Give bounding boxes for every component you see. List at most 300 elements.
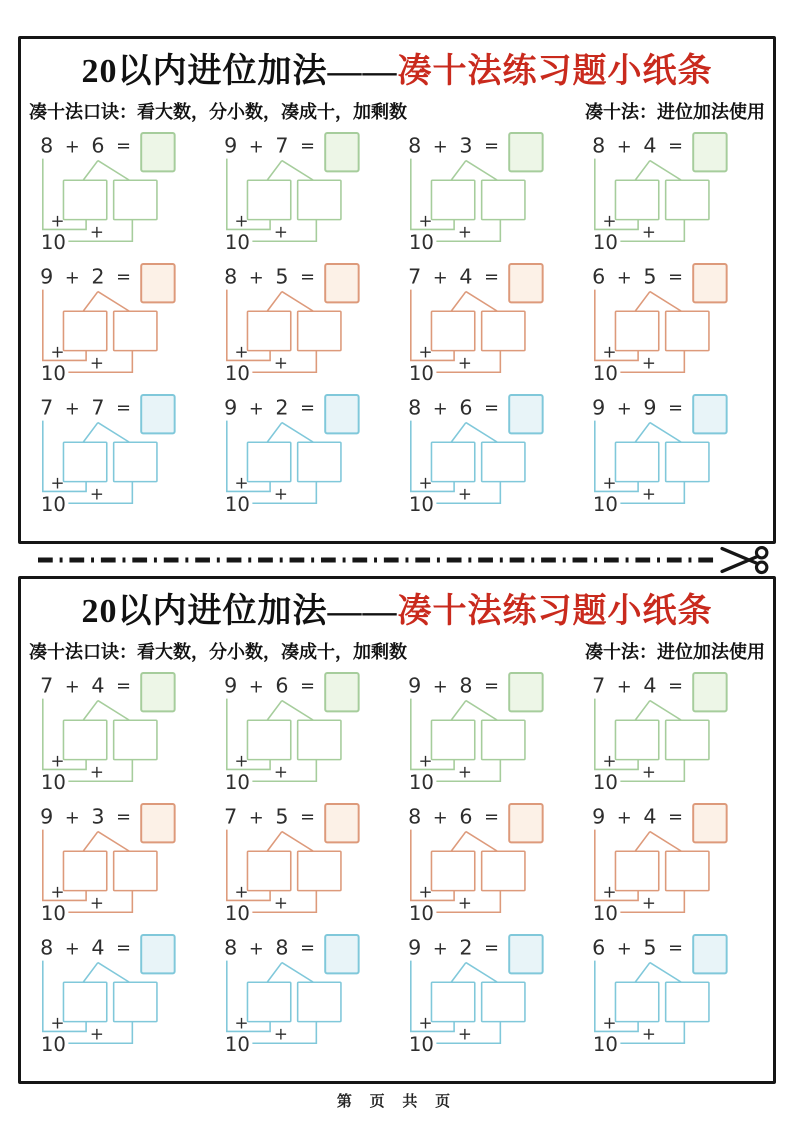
- bracket-plus-sign: +: [602, 1011, 617, 1032]
- addend-b: 3: [91, 804, 105, 829]
- plus-sign: +: [248, 939, 264, 960]
- subtitle-right: 凑十法：进位加法使用: [585, 641, 765, 662]
- ten-label: 10: [408, 1032, 434, 1056]
- addend-b: 8: [275, 935, 289, 960]
- plus-sign: +: [616, 268, 632, 289]
- answer-box[interactable]: [509, 395, 542, 433]
- decompose-box-1[interactable]: [431, 982, 474, 1021]
- ten-label: 10: [40, 770, 66, 794]
- remainder-plus-sign: +: [273, 482, 288, 503]
- number-bond-branch: [635, 962, 681, 982]
- plus-sign: +: [248, 399, 264, 420]
- answer-box[interactable]: [325, 395, 358, 433]
- ten-label: 10: [40, 492, 66, 516]
- equals-sign: =: [116, 136, 131, 157]
- answer-box[interactable]: [509, 133, 542, 171]
- plus-sign: +: [64, 137, 80, 158]
- addend-b: 8: [459, 673, 473, 698]
- bracket-plus-sign: +: [234, 471, 249, 492]
- decompose-box-1[interactable]: [615, 442, 658, 481]
- title-red-part: 凑十法练习题小纸条: [397, 593, 713, 630]
- decompose-box-2[interactable]: [298, 851, 341, 890]
- section-content: [21, 51, 773, 523]
- decompose-box-2[interactable]: [298, 982, 341, 1021]
- ten-label: 10: [40, 230, 66, 254]
- problem-row: [31, 801, 767, 932]
- remainder-plus-sign: +: [457, 760, 472, 781]
- addend-a: 8: [40, 133, 54, 158]
- problem-row: [31, 130, 767, 261]
- bracket-plus-sign: +: [418, 209, 433, 230]
- plus-sign: +: [64, 268, 80, 289]
- problem-cell: [215, 261, 399, 392]
- problem-cell: [215, 392, 399, 523]
- equals-sign: =: [300, 398, 315, 419]
- answer-box[interactable]: [693, 804, 726, 842]
- number-bond-branch: [451, 962, 497, 982]
- decompose-box-1[interactable]: [247, 442, 290, 481]
- number-bond-branch: [267, 962, 313, 982]
- addend-a: 8: [408, 395, 422, 420]
- ten-label: 10: [224, 361, 250, 385]
- number-bond-branch: [635, 422, 681, 442]
- page-footer: 第 页 共 页: [336, 1094, 458, 1110]
- decompose-box-1[interactable]: [63, 982, 106, 1021]
- addend-b: 3: [459, 133, 473, 158]
- decompose-box-2[interactable]: [666, 720, 709, 759]
- plus-sign: +: [616, 808, 632, 829]
- bracket-plus-sign: +: [418, 880, 433, 901]
- equals-sign: =: [484, 807, 499, 828]
- bracket-plus-sign: +: [418, 749, 433, 770]
- remainder-plus-sign: +: [273, 891, 288, 912]
- addend-a: 9: [408, 935, 422, 960]
- addend-b: 4: [643, 673, 657, 698]
- problem-cell: [583, 932, 767, 1063]
- section-content: [21, 591, 773, 1063]
- addend-a: 8: [224, 935, 238, 960]
- bracket-plus-sign: +: [418, 1011, 433, 1032]
- plus-sign: +: [616, 137, 632, 158]
- decompose-box-2[interactable]: [114, 442, 157, 481]
- number-bond-branch: [451, 831, 497, 851]
- section-subtitle: [21, 96, 773, 124]
- problem-cell: [583, 392, 767, 523]
- remainder-plus-sign: +: [641, 760, 656, 781]
- title-black-part: 20以内进位加法——: [81, 53, 398, 90]
- remainder-plus-sign: +: [273, 351, 288, 372]
- plus-sign: +: [248, 677, 264, 698]
- plus-sign: +: [616, 399, 632, 420]
- number-bond-branch: [83, 291, 129, 311]
- addend-b: 4: [91, 673, 105, 698]
- equals-sign: =: [300, 136, 315, 157]
- number-bond-branch: [451, 160, 497, 180]
- bracket-plus-sign: +: [50, 471, 65, 492]
- answer-box[interactable]: [141, 935, 174, 973]
- decompose-box-2[interactable]: [482, 442, 525, 481]
- decompose-box-2[interactable]: [482, 982, 525, 1021]
- problems-grid: [21, 664, 773, 1063]
- bracket-plus-sign: +: [602, 880, 617, 901]
- bracket-plus-sign: +: [50, 749, 65, 770]
- problem-row: [31, 932, 767, 1063]
- remainder-plus-sign: +: [89, 1022, 104, 1043]
- bracket-plus-sign: +: [234, 209, 249, 230]
- ten-label: 10: [592, 492, 618, 516]
- decompose-box-2[interactable]: [298, 180, 341, 219]
- ten-label: 10: [408, 361, 434, 385]
- remainder-plus-sign: +: [273, 760, 288, 781]
- section-title: [21, 51, 773, 94]
- number-bond-branch: [267, 422, 313, 442]
- cut-line: [18, 544, 776, 576]
- problem-cell: [215, 932, 399, 1063]
- number-bond-branch: [635, 291, 681, 311]
- addend-b: 7: [91, 395, 105, 420]
- plus-sign: +: [432, 939, 448, 960]
- equals-sign: =: [484, 676, 499, 697]
- problem-cell: [31, 130, 215, 261]
- bracket-plus-sign: +: [234, 1011, 249, 1032]
- bracket-plus-sign: +: [50, 209, 65, 230]
- decompose-box-1[interactable]: [615, 851, 658, 890]
- bracket-plus-sign: +: [234, 880, 249, 901]
- number-bond-branch: [83, 962, 129, 982]
- decompose-box-1[interactable]: [63, 311, 106, 350]
- decompose-box-2[interactable]: [114, 720, 157, 759]
- equals-sign: =: [116, 398, 131, 419]
- bracket-plus-sign: +: [602, 340, 617, 361]
- addend-a: 6: [592, 935, 606, 960]
- plus-sign: +: [432, 677, 448, 698]
- plus-sign: +: [432, 808, 448, 829]
- equals-sign: =: [668, 807, 683, 828]
- remainder-plus-sign: +: [457, 891, 472, 912]
- number-bond-branch: [635, 831, 681, 851]
- addend-b: 4: [643, 133, 657, 158]
- decompose-box-1[interactable]: [247, 311, 290, 350]
- plus-sign: +: [432, 399, 448, 420]
- plus-sign: +: [64, 677, 80, 698]
- worksheet-section-bottom: [18, 576, 776, 1084]
- ten-label: 10: [592, 1032, 618, 1056]
- equals-sign: =: [668, 938, 683, 959]
- addend-b: 5: [643, 264, 657, 289]
- problem-cell: [583, 801, 767, 932]
- number-bond-branch: [83, 160, 129, 180]
- problem-cell: [31, 670, 215, 801]
- number-bond-branch: [267, 700, 313, 720]
- plus-sign: +: [248, 808, 264, 829]
- remainder-plus-sign: +: [641, 482, 656, 503]
- equals-sign: =: [484, 398, 499, 419]
- subtitle-left: 凑十法口诀：看大数，分小数，凑成十，加剩数: [29, 641, 407, 662]
- title-black-part: 20以内进位加法——: [81, 593, 398, 630]
- bracket-plus-sign: +: [602, 209, 617, 230]
- ten-label: 10: [40, 1032, 66, 1056]
- addend-a: 9: [592, 395, 606, 420]
- addend-b: 5: [643, 935, 657, 960]
- number-bond-branch: [83, 422, 129, 442]
- subtitle-left: 凑十法口诀：看大数，分小数，凑成十，加剩数: [29, 101, 407, 122]
- addend-a: 8: [224, 264, 238, 289]
- answer-box[interactable]: [509, 264, 542, 302]
- decompose-box-2[interactable]: [114, 982, 157, 1021]
- problem-row: [31, 261, 767, 392]
- answer-box[interactable]: [693, 673, 726, 711]
- number-bond-branch: [451, 422, 497, 442]
- addend-a: 7: [224, 804, 238, 829]
- answer-box[interactable]: [693, 935, 726, 973]
- number-bond-branch: [267, 160, 313, 180]
- decompose-box-1[interactable]: [63, 180, 106, 219]
- decompose-box-2[interactable]: [298, 311, 341, 350]
- problem-cell: [215, 670, 399, 801]
- problem-cell: [31, 392, 215, 523]
- addend-a: 9: [224, 133, 238, 158]
- decompose-box-1[interactable]: [431, 180, 474, 219]
- addend-b: 6: [91, 133, 105, 158]
- bracket-plus-sign: +: [234, 340, 249, 361]
- problems-grid: [21, 124, 773, 523]
- decompose-box-2[interactable]: [666, 982, 709, 1021]
- title-red-part: 凑十法练习题小纸条: [397, 53, 713, 90]
- ten-label: 10: [592, 230, 618, 254]
- answer-box[interactable]: [141, 395, 174, 433]
- addend-b: 5: [275, 264, 289, 289]
- decompose-box-2[interactable]: [482, 720, 525, 759]
- number-bond-branch: [83, 831, 129, 851]
- addend-b: 2: [459, 935, 473, 960]
- problem-row: [31, 392, 767, 523]
- bracket-plus-sign: +: [234, 749, 249, 770]
- decompose-box-2[interactable]: [666, 442, 709, 481]
- addend-a: 9: [224, 673, 238, 698]
- decompose-box-1[interactable]: [615, 311, 658, 350]
- ten-label: 10: [224, 901, 250, 925]
- plus-sign: +: [616, 677, 632, 698]
- problem-cell: [399, 130, 583, 261]
- addend-a: 9: [408, 673, 422, 698]
- answer-box[interactable]: [325, 264, 358, 302]
- decompose-box-2[interactable]: [114, 311, 157, 350]
- decompose-box-1[interactable]: [63, 720, 106, 759]
- decompose-box-1[interactable]: [431, 851, 474, 890]
- remainder-plus-sign: +: [457, 220, 472, 241]
- decompose-box-1[interactable]: [431, 442, 474, 481]
- addend-b: 9: [643, 395, 657, 420]
- remainder-plus-sign: +: [641, 891, 656, 912]
- decompose-box-2[interactable]: [666, 851, 709, 890]
- bracket-plus-sign: +: [50, 1011, 65, 1032]
- answer-box[interactable]: [141, 673, 174, 711]
- equals-sign: =: [300, 676, 315, 697]
- remainder-plus-sign: +: [641, 351, 656, 372]
- plus-sign: +: [64, 808, 80, 829]
- equals-sign: =: [300, 807, 315, 828]
- decompose-box-2[interactable]: [666, 311, 709, 350]
- number-bond-branch: [267, 831, 313, 851]
- number-bond-branch: [635, 160, 681, 180]
- decompose-box-1[interactable]: [615, 180, 658, 219]
- equals-sign: =: [484, 136, 499, 157]
- worksheet-section-top: [18, 36, 776, 544]
- number-bond-branch: [267, 291, 313, 311]
- number-bond-branch: [83, 700, 129, 720]
- plus-sign: +: [248, 268, 264, 289]
- answer-box[interactable]: [693, 395, 726, 433]
- number-bond-branch: [451, 700, 497, 720]
- answer-box[interactable]: [325, 804, 358, 842]
- equals-sign: =: [484, 938, 499, 959]
- decompose-box-2[interactable]: [298, 720, 341, 759]
- addend-b: 6: [459, 804, 473, 829]
- problem-cell: [31, 261, 215, 392]
- remainder-plus-sign: +: [457, 482, 472, 503]
- addend-b: 2: [91, 264, 105, 289]
- remainder-plus-sign: +: [89, 891, 104, 912]
- addend-b: 4: [459, 264, 473, 289]
- decompose-box-1[interactable]: [615, 982, 658, 1021]
- equals-sign: =: [668, 136, 683, 157]
- problem-cell: [399, 392, 583, 523]
- decompose-box-1[interactable]: [247, 180, 290, 219]
- dash-dot-line: [38, 555, 716, 565]
- decompose-box-1[interactable]: [431, 720, 474, 759]
- section-title: [21, 591, 773, 634]
- addend-a: 9: [40, 804, 54, 829]
- ten-label: 10: [592, 901, 618, 925]
- equals-sign: =: [300, 938, 315, 959]
- decompose-box-1[interactable]: [63, 851, 106, 890]
- equals-sign: =: [116, 807, 131, 828]
- answer-box[interactable]: [325, 133, 358, 171]
- addend-a: 8: [592, 133, 606, 158]
- decompose-box-1[interactable]: [247, 982, 290, 1021]
- equals-sign: =: [668, 267, 683, 288]
- answer-box[interactable]: [693, 133, 726, 171]
- answer-box[interactable]: [141, 804, 174, 842]
- addend-a: 8: [408, 133, 422, 158]
- problem-cell: [215, 130, 399, 261]
- addend-a: 7: [40, 673, 54, 698]
- problem-cell: [399, 670, 583, 801]
- addend-a: 9: [224, 395, 238, 420]
- decompose-box-1[interactable]: [615, 720, 658, 759]
- ten-label: 10: [408, 770, 434, 794]
- answer-box[interactable]: [325, 673, 358, 711]
- addend-b: 4: [91, 935, 105, 960]
- decompose-box-2[interactable]: [482, 311, 525, 350]
- remainder-plus-sign: +: [89, 760, 104, 781]
- remainder-plus-sign: +: [273, 220, 288, 241]
- problem-cell: [399, 932, 583, 1063]
- bracket-plus-sign: +: [50, 340, 65, 361]
- answer-box[interactable]: [693, 264, 726, 302]
- addend-a: 8: [40, 935, 54, 960]
- remainder-plus-sign: +: [89, 351, 104, 372]
- ten-label: 10: [592, 770, 618, 794]
- addend-a: 6: [592, 264, 606, 289]
- equals-sign: =: [116, 676, 131, 697]
- ten-label: 10: [40, 361, 66, 385]
- remainder-plus-sign: +: [641, 1022, 656, 1043]
- equals-sign: =: [668, 398, 683, 419]
- decompose-box-1[interactable]: [431, 311, 474, 350]
- answer-box[interactable]: [509, 673, 542, 711]
- decompose-box-2[interactable]: [482, 180, 525, 219]
- decompose-box-2[interactable]: [298, 442, 341, 481]
- answer-box[interactable]: [141, 133, 174, 171]
- number-bond-branch: [635, 700, 681, 720]
- problem-cell: [583, 670, 767, 801]
- ten-label: 10: [224, 492, 250, 516]
- addend-a: 8: [408, 804, 422, 829]
- scissors-icon: [720, 545, 770, 575]
- remainder-plus-sign: +: [457, 351, 472, 372]
- bracket-plus-sign: +: [418, 340, 433, 361]
- answer-box[interactable]: [509, 804, 542, 842]
- decompose-box-2[interactable]: [114, 180, 157, 219]
- remainder-plus-sign: +: [89, 482, 104, 503]
- plus-sign: +: [616, 939, 632, 960]
- answer-box[interactable]: [325, 935, 358, 973]
- addend-b: 4: [643, 804, 657, 829]
- decompose-box-2[interactable]: [666, 180, 709, 219]
- problem-row: [31, 670, 767, 801]
- problem-cell: [583, 130, 767, 261]
- problem-cell: [31, 801, 215, 932]
- decompose-box-1[interactable]: [247, 720, 290, 759]
- bracket-plus-sign: +: [602, 471, 617, 492]
- equals-sign: =: [300, 267, 315, 288]
- addend-a: 7: [592, 673, 606, 698]
- plus-sign: +: [64, 939, 80, 960]
- addend-b: 2: [275, 395, 289, 420]
- bracket-plus-sign: +: [50, 880, 65, 901]
- decompose-box-2[interactable]: [114, 851, 157, 890]
- equals-sign: =: [668, 676, 683, 697]
- ten-label: 10: [224, 230, 250, 254]
- answer-box[interactable]: [141, 264, 174, 302]
- equals-sign: =: [116, 267, 131, 288]
- addend-b: 6: [275, 673, 289, 698]
- problem-cell: [399, 261, 583, 392]
- ten-label: 10: [224, 770, 250, 794]
- remainder-plus-sign: +: [641, 220, 656, 241]
- problem-cell: [215, 801, 399, 932]
- addend-b: 7: [275, 133, 289, 158]
- ten-label: 10: [40, 901, 66, 925]
- ten-label: 10: [408, 901, 434, 925]
- number-bond-branch: [451, 291, 497, 311]
- problem-cell: [31, 932, 215, 1063]
- addend-a: 9: [592, 804, 606, 829]
- subtitle-right: 凑十法：进位加法使用: [585, 101, 765, 122]
- addend-b: 5: [275, 804, 289, 829]
- plus-sign: +: [248, 137, 264, 158]
- decompose-box-2[interactable]: [482, 851, 525, 890]
- answer-box[interactable]: [509, 935, 542, 973]
- decompose-box-1[interactable]: [247, 851, 290, 890]
- addend-a: 9: [40, 264, 54, 289]
- equals-sign: =: [484, 267, 499, 288]
- decompose-box-1[interactable]: [63, 442, 106, 481]
- addend-b: 6: [459, 395, 473, 420]
- ten-label: 10: [408, 492, 434, 516]
- plus-sign: +: [64, 399, 80, 420]
